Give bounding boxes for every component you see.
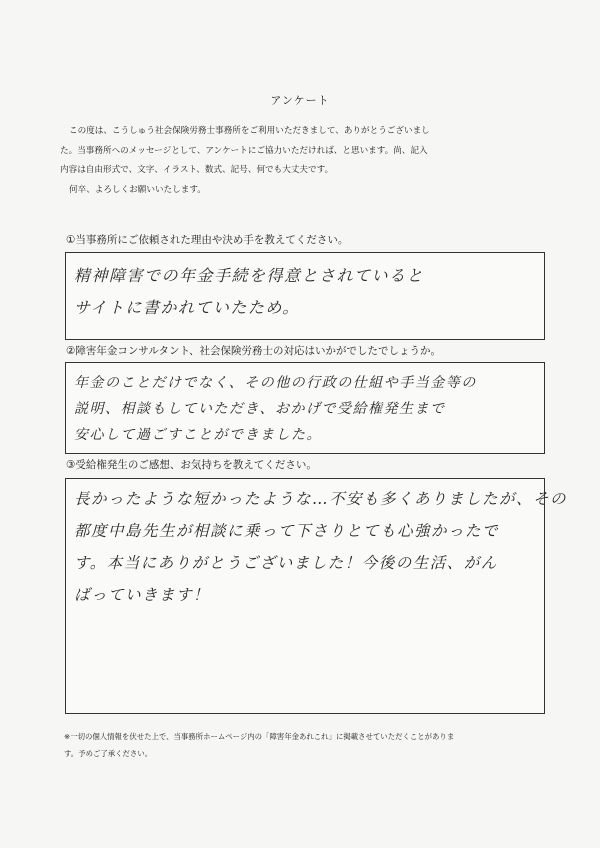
intro-line: 内容は自由形式で、文字、イラスト、数式、記号、何でも大丈夫です。	[60, 165, 334, 175]
answer-3-line: 長かったような短かったような…不安も多くありましたが、その	[74, 490, 568, 508]
footnote-line: ※一切の個人情報を伏せた上で、当事務所ホームページ内の「障害年金あれこれ」に掲載させていただくことがありま	[64, 732, 455, 741]
page-title: アンケート	[270, 94, 330, 107]
answer-1-line: 精神障害での年金手続を得意とされていると	[74, 266, 425, 285]
answer-2-line: 説明、相談もしていただき、おかげで受給権発生まで	[74, 401, 446, 417]
question-2-label: ②障害年金コンサルタント、社会保険労務士の対応はいかがでしたでしょうか。	[66, 345, 442, 357]
answer-1-box	[65, 252, 545, 340]
answer-3-line: ばっていきます！	[74, 586, 211, 604]
answer-3-line: 都度中島先生が相談に乗って下さりとても心強かったで	[74, 522, 500, 540]
answer-1-line: サイトに書かれていたため。	[74, 298, 300, 317]
intro-line: 何卒、よろしくお願いいたします。	[69, 184, 206, 195]
answer-2-line: 安心して過ごすことができました。	[74, 427, 322, 443]
intro-text	[60, 122, 550, 200]
answer-3-line: す。本当にありがとうございました！今後の生活、がん	[74, 554, 498, 572]
intro-line: た。当事務所へのメッセージとして、アンケートにご協力いただければ、と思います。尚、記入	[60, 145, 428, 156]
footnote-line: す。予めご了承ください。	[64, 749, 153, 758]
answer-2-box	[65, 362, 545, 454]
footnote	[64, 728, 454, 762]
question-1-label: ①当事務所にご依頼された理由や決め手を教えてください。	[66, 234, 349, 246]
intro-line: この度は、こうしゅう社会保険労務士事務所をご利用いただきまして、ありがとうございまし	[69, 126, 430, 136]
answer-3-box	[65, 478, 568, 714]
answer-2-line: 年金のことだけでなく、その他の行政の仕組や手当金等の	[74, 375, 477, 391]
question-3-label: ③受給権発生のご感想、お気持ちを教えてください。	[66, 459, 317, 471]
